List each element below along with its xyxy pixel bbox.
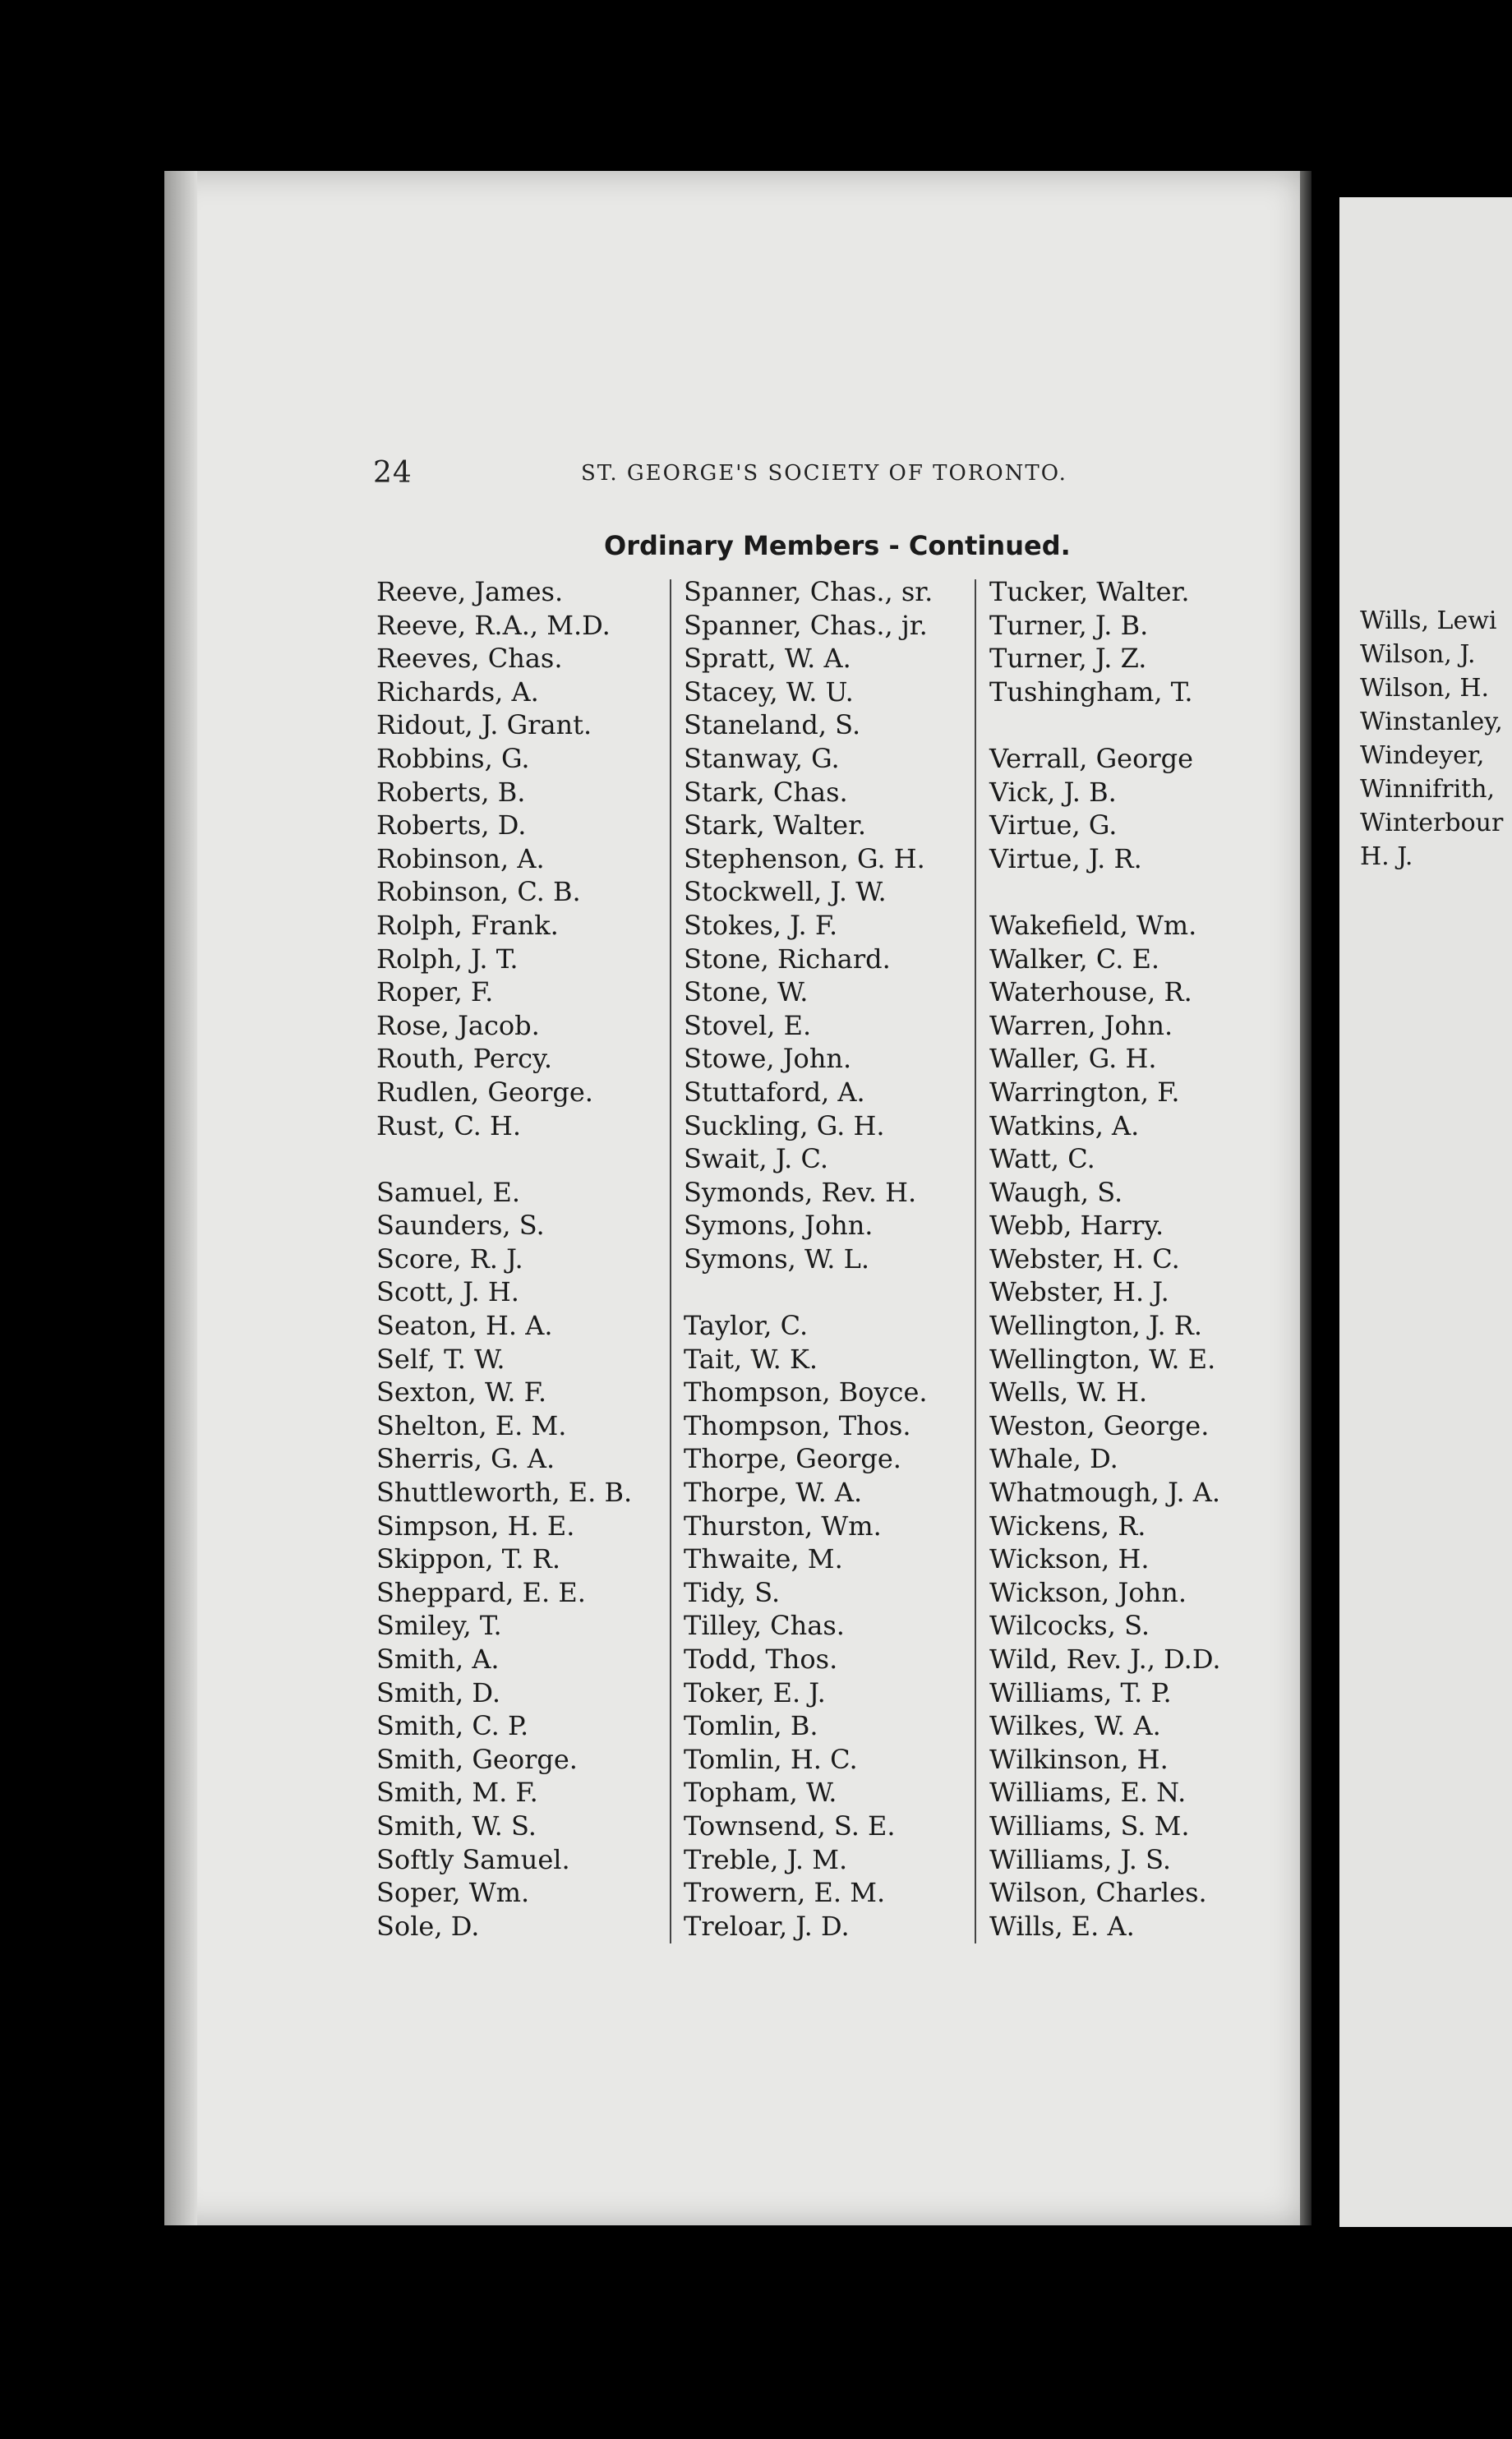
- member-entry: Turner, J. B.: [989, 609, 1149, 641]
- member-entry: Smith, A.: [376, 1644, 500, 1675]
- member-entry: Stephenson, G. H.: [684, 842, 925, 874]
- member-entry: Stockwell, J. W.: [684, 876, 887, 908]
- member-entry: Smith, D.: [376, 1676, 500, 1708]
- member-entry: Samuel, E.: [376, 1176, 520, 1208]
- page-number: 24: [373, 456, 413, 490]
- member-entry: Warrington, F.: [989, 1076, 1180, 1108]
- member-entry: Smiley, T.: [376, 1610, 502, 1642]
- member-entry: Seaton, H. A.: [376, 1310, 553, 1342]
- member-entry: Wilkinson, H.: [989, 1743, 1169, 1775]
- member-entry: Tidy, S.: [684, 1576, 781, 1608]
- member-entry: Thompson, Thos.: [684, 1409, 911, 1441]
- member-entry: Sole, D.: [376, 1910, 480, 1942]
- member-entry: Waller, G. H.: [989, 1043, 1157, 1075]
- members-column-3: [989, 575, 1221, 1943]
- member-entry: Watkins, A.: [989, 1109, 1140, 1141]
- member-entry: Virtue, G.: [989, 809, 1118, 841]
- adjacent-page: [1339, 197, 1512, 2227]
- member-entry: Ridout, J. Grant.: [376, 709, 592, 741]
- member-entry: Wilson, H.: [1360, 674, 1490, 703]
- book-gutter: [1300, 171, 1311, 2225]
- member-entry: Stowe, John.: [684, 1043, 852, 1075]
- member-entry: Winstanley,: [1360, 708, 1503, 736]
- member-entry: Symons, W. L.: [684, 1243, 870, 1275]
- column-divider: [670, 579, 671, 1943]
- member-entry: Shelton, E. M.: [376, 1409, 567, 1441]
- member-entry: Symons, John.: [684, 1210, 874, 1242]
- member-entry: Thurston, Wm.: [684, 1510, 882, 1542]
- member-entry: Swait, J. C.: [684, 1143, 829, 1175]
- member-entry: Topham, W.: [684, 1777, 837, 1809]
- member-entry: Tait, W. K.: [684, 1343, 818, 1375]
- member-entry: Sherris, G. A.: [376, 1443, 555, 1475]
- member-entry: Stark, Chas.: [684, 776, 848, 808]
- member-entry: Tomlin, B.: [684, 1710, 818, 1742]
- member-entry: Webster, H. C.: [989, 1243, 1180, 1275]
- member-entry: Self, T. W.: [376, 1343, 505, 1375]
- member-entry: Stokes, J. F.: [684, 909, 838, 941]
- member-entry: Stanway, G.: [684, 742, 840, 774]
- member-entry: Sheppard, E. E.: [376, 1576, 586, 1608]
- member-entry: Saunders, S.: [376, 1210, 545, 1242]
- member-entry: Wakefield, Wm.: [989, 909, 1197, 941]
- member-entry: Whale, D.: [989, 1443, 1118, 1475]
- member-entry: Spanner, Chas., jr.: [684, 609, 928, 641]
- member-entry: Williams, J. S.: [989, 1843, 1172, 1875]
- member-entry: Stuttaford, A.: [684, 1076, 865, 1108]
- member-entry: Tucker, Walter.: [989, 576, 1190, 607]
- member-entry: Waterhouse, R.: [989, 976, 1192, 1008]
- member-entry: Todd, Thos.: [684, 1644, 838, 1675]
- member-entry: Stone, W.: [684, 976, 809, 1008]
- member-entry: Symonds, Rev. H.: [684, 1176, 917, 1208]
- column-divider: [975, 579, 976, 1943]
- member-entry: Windeyer,: [1360, 741, 1485, 770]
- member-entry: Wilkes, W. A.: [989, 1710, 1161, 1742]
- member-entry: Whatmough, J. A.: [989, 1477, 1221, 1509]
- member-entry: Rolph, J. T.: [376, 943, 519, 975]
- member-entry: Skippon, T. R.: [376, 1543, 560, 1575]
- member-entry: Williams, T. P.: [989, 1676, 1172, 1708]
- member-entry: Wickson, H.: [989, 1543, 1150, 1575]
- member-entry: Scott, J. H.: [376, 1276, 519, 1308]
- page-header: [373, 456, 1072, 497]
- member-entry: Turner, J. Z.: [989, 643, 1147, 675]
- member-entry: Shuttleworth, E. B.: [376, 1477, 633, 1509]
- member-entry: Walker, C. E.: [989, 943, 1160, 975]
- member-entry: Soper, Wm.: [376, 1877, 530, 1909]
- member-entry: Rudlen, George.: [376, 1076, 593, 1108]
- member-entry: Smith, W. S.: [376, 1810, 537, 1842]
- member-entry: Tilley, Chas.: [684, 1610, 845, 1642]
- member-entry: Winterbour: [1360, 809, 1504, 837]
- member-entry: Thorpe, George.: [684, 1443, 901, 1475]
- member-entry: Stovel, E.: [684, 1009, 812, 1041]
- member-entry: Softly Samuel.: [376, 1843, 570, 1875]
- member-entry: Stone, Richard.: [684, 943, 891, 975]
- member-entry: Routh, Percy.: [376, 1043, 553, 1075]
- member-entry: Wells, W. H.: [989, 1376, 1148, 1409]
- member-entry: Spratt, W. A.: [684, 643, 851, 675]
- member-entry: Trowern, E. M.: [684, 1877, 886, 1909]
- member-entry: Reeves, Chas.: [376, 643, 563, 675]
- member-entry: Winnifrith,: [1360, 775, 1496, 804]
- member-entry: Staneland, S.: [684, 709, 861, 741]
- member-entry: Wickens, R.: [989, 1510, 1146, 1542]
- member-entry: Wellington, W. E.: [989, 1343, 1216, 1375]
- member-entry: Smith, M. F.: [376, 1777, 538, 1809]
- member-entry: Watt, C.: [989, 1143, 1095, 1175]
- member-entry: Rose, Jacob.: [376, 1009, 540, 1041]
- member-entry: Williams, E. N.: [989, 1777, 1187, 1809]
- member-entry: Wild, Rev. J., D.D.: [989, 1644, 1221, 1675]
- member-entry: Reeve, James.: [376, 576, 564, 607]
- member-entry: Williams, S. M.: [989, 1810, 1190, 1842]
- member-entry: Webster, H. J.: [989, 1276, 1169, 1308]
- member-entry: Rust, C. H.: [376, 1109, 522, 1141]
- member-entry: Robinson, A.: [376, 842, 545, 874]
- member-entry: Tomlin, H. C.: [684, 1743, 858, 1775]
- running-title: ST. GEORGE'S SOCIETY OF TORONTO.: [581, 461, 1067, 486]
- member-entry: Suckling, G. H.: [684, 1109, 885, 1141]
- member-entry: Wilcocks, S.: [989, 1610, 1150, 1642]
- section-title: Ordinary Members - Continued.: [604, 530, 1071, 561]
- member-entry: Verrall, George: [989, 742, 1194, 774]
- adjacent-page-column: [1360, 604, 1512, 874]
- member-entry: Robinson, C. B.: [376, 876, 581, 908]
- member-entry: Treble, J. M.: [684, 1843, 848, 1875]
- member-entry: Townsend, S. E.: [684, 1810, 896, 1842]
- members-column-1: [376, 575, 632, 1943]
- member-entry: Robbins, G.: [376, 742, 530, 774]
- member-entry: Roberts, B.: [376, 776, 526, 808]
- member-entry: Waugh, S.: [989, 1176, 1123, 1208]
- member-entry: Smith, C. P.: [376, 1710, 529, 1742]
- member-entry: Tushingham, T.: [989, 675, 1193, 708]
- member-entry: Wills, E. A.: [989, 1910, 1135, 1942]
- page-edge-shadow: [164, 171, 197, 2225]
- member-entry: Wilson, J.: [1360, 640, 1476, 669]
- member-entry: Wills, Lewi: [1360, 606, 1497, 635]
- member-entry: Wilson, Charles.: [989, 1877, 1207, 1909]
- member-entry: Simpson, H. E.: [376, 1510, 575, 1542]
- member-entry: Reeve, R.A., M.D.: [376, 609, 611, 641]
- member-entry: Stacey, W. U.: [684, 675, 854, 708]
- member-entry: Warren, John.: [989, 1009, 1173, 1041]
- member-entry: Treloar, J. D.: [684, 1910, 850, 1942]
- member-entry: Vick, J. B.: [989, 776, 1117, 808]
- member-entry: Rolph, Frank.: [376, 909, 559, 941]
- member-entry: Thorpe, W. A.: [684, 1477, 863, 1509]
- member-entry: Taylor, C.: [684, 1310, 809, 1342]
- member-entry: Score, R. J.: [376, 1243, 523, 1275]
- member-entry: Smith, George.: [376, 1743, 578, 1775]
- member-entry: Thompson, Boyce.: [684, 1376, 928, 1409]
- member-entry: Wellington, J. R.: [989, 1310, 1203, 1342]
- member-entry: Richards, A.: [376, 675, 539, 708]
- member-entry: Toker, E. J.: [684, 1676, 826, 1708]
- member-entry: Roper, F.: [376, 976, 494, 1008]
- member-entry: H. J.: [1360, 842, 1413, 871]
- member-entry: Weston, George.: [989, 1409, 1210, 1441]
- member-entry: Spanner, Chas., sr.: [684, 576, 933, 607]
- members-column-2: [684, 575, 933, 1943]
- member-entry: Thwaite, M.: [684, 1543, 843, 1575]
- member-entry: Sexton, W. F.: [376, 1376, 547, 1409]
- member-entry: Wickson, John.: [989, 1576, 1187, 1608]
- member-entry: Virtue, J. R.: [989, 842, 1142, 874]
- member-entry: Roberts, D.: [376, 809, 527, 841]
- member-entry: Stark, Walter.: [684, 809, 867, 841]
- member-entry: Webb, Harry.: [989, 1210, 1164, 1242]
